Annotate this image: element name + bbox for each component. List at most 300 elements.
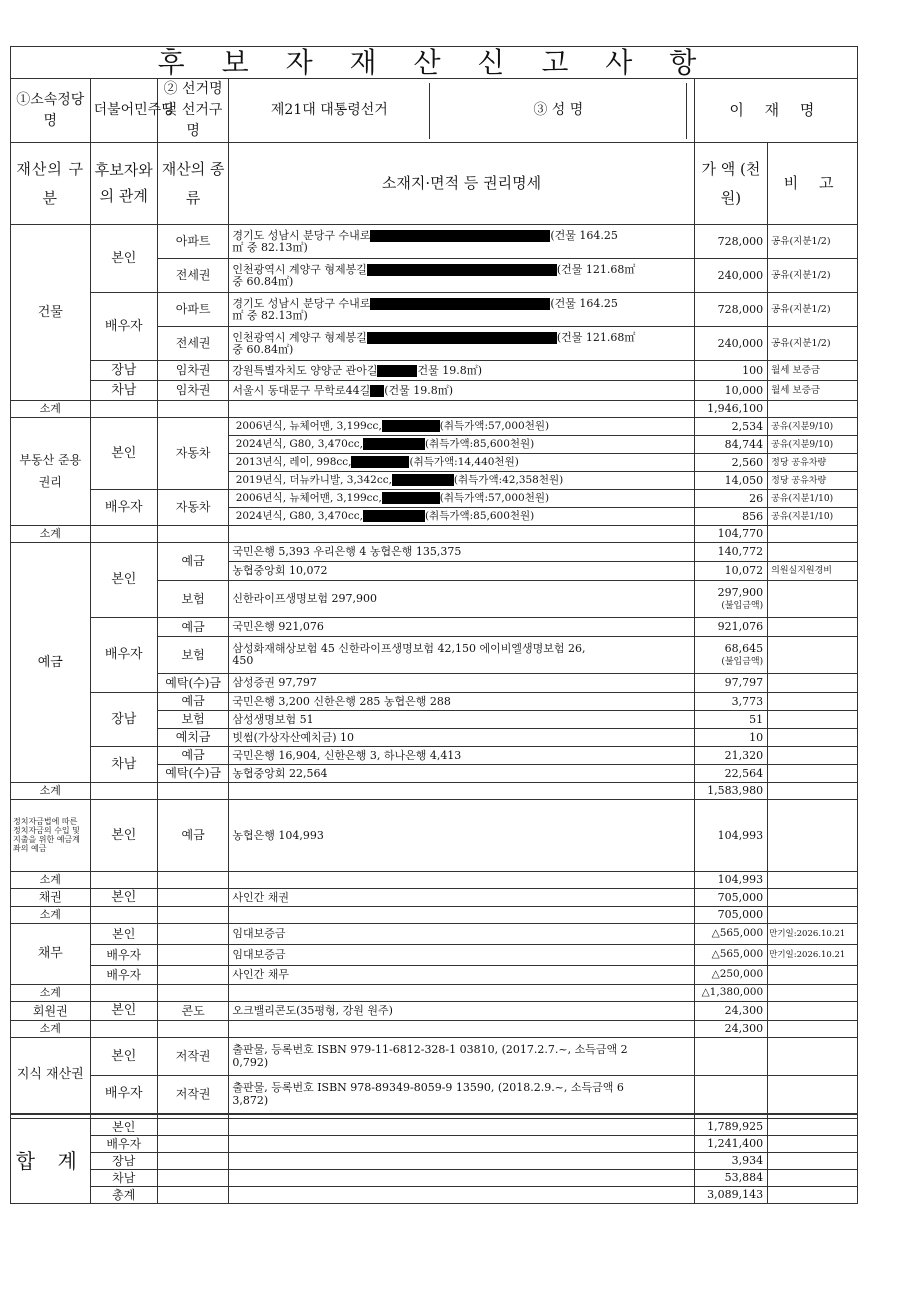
value-text: 297,900	[717, 585, 764, 599]
vehicle-detail	[229, 490, 694, 508]
asset-type: 임차권	[157, 381, 228, 401]
asset-detail	[229, 361, 694, 381]
deposit-detail	[229, 618, 694, 637]
total-value: 53,884	[694, 1170, 767, 1187]
redaction-box	[370, 385, 384, 397]
asset-detail	[229, 225, 694, 259]
asset-note: 공유(지분9/10)	[768, 436, 858, 454]
col-value: 가 액 (천원)	[694, 143, 767, 225]
value-text: 22,564	[724, 766, 764, 780]
empty	[229, 1136, 694, 1153]
asset-note: 공유(지분1/10)	[768, 508, 858, 526]
asset-type: 저작권	[157, 1038, 228, 1076]
asset-value: △565,000	[694, 924, 767, 945]
category-deposits: 예금	[11, 543, 91, 783]
deposit-text: 삼성화재해상보험 45 신한라이프생명보험 42,150 에이비엘생명보험 26,	[232, 642, 586, 656]
relation: 차남	[90, 747, 157, 783]
address-text: 강원특별자치도 양양군 관아길	[232, 363, 378, 377]
subtotal-value: 1,583,980	[694, 783, 767, 800]
copyright-text: 출판물, 등록번호 ISBN 979-11-6812-328-1 03810, (2017.2.7.~, 소득금액 2	[232, 1043, 628, 1057]
empty	[157, 889, 228, 907]
relation: 장남	[90, 1153, 157, 1170]
deposit-text-cont: 450	[232, 654, 254, 668]
asset-type: 저작권	[157, 1076, 228, 1114]
empty	[229, 1187, 694, 1204]
empty	[768, 1021, 858, 1038]
copyright-text-cont: 3,872)	[232, 1093, 269, 1107]
bond-detail: 사인간 채권	[229, 889, 694, 907]
empty	[768, 1136, 858, 1153]
asset-value: 26	[694, 490, 767, 508]
asset-type: 아파트	[157, 293, 228, 327]
deposit-detail	[229, 729, 694, 747]
empty	[229, 1153, 694, 1170]
deposit-text: 삼성생명보험 51	[232, 712, 314, 726]
col-category: 재산의 구 분	[11, 143, 91, 225]
relation: 본인	[90, 889, 157, 907]
empty	[157, 1119, 228, 1136]
col-type: 재산의 종 류	[157, 143, 228, 225]
relation: 배우자	[90, 945, 157, 966]
name-label: ③ 성 명	[430, 83, 687, 139]
asset-note	[768, 637, 858, 674]
category-vehicles: 부동산 준용권리	[11, 418, 91, 526]
category-ip: 지식 재산권	[11, 1038, 91, 1114]
vehicle-detail	[229, 454, 694, 472]
relation: 배우자	[90, 293, 157, 361]
asset-note	[768, 693, 858, 711]
deposit-detail	[229, 581, 694, 618]
asset-type: 콘도	[157, 1002, 228, 1021]
value-text: 10	[749, 730, 764, 744]
redaction-box	[382, 420, 440, 432]
vehicle-detail	[229, 418, 694, 436]
deposit-text: 빗썸(가상자산예치금) 10	[232, 730, 355, 744]
empty	[768, 1153, 858, 1170]
asset-note	[768, 711, 858, 729]
election-value: 제21대 대통령선거	[229, 83, 430, 139]
empty	[229, 783, 694, 800]
redaction-box	[363, 438, 425, 450]
relation: 차남	[90, 381, 157, 401]
asset-value: 705,000	[694, 889, 767, 907]
copyright-text: 출판물, 등록번호 ISBN 978-89349-8059-9 13590, (2018.2.9.~, 소득금액 6	[232, 1080, 624, 1094]
empty	[157, 924, 228, 945]
empty	[157, 783, 228, 800]
empty	[229, 872, 694, 889]
area-text: 건물 19.8㎡)	[417, 363, 483, 377]
area-text: (건물 19.8㎡)	[384, 383, 454, 397]
acquisition-price: (취득가액:57,000천원)	[439, 492, 550, 505]
relation: 본인	[90, 924, 157, 945]
deposit-text: 신한라이프생명보험 297,900	[232, 592, 377, 606]
vehicle-detail	[229, 436, 694, 454]
empty	[90, 985, 157, 1002]
vehicle-spec: 2024년식, G80, 3,470cc,	[235, 438, 363, 451]
asset-note: 정당 공유차량	[768, 472, 858, 490]
value-subtext: (불입금액)	[721, 600, 764, 611]
subtotal-label: 소계	[11, 872, 91, 889]
redaction-box	[367, 264, 557, 276]
copyright-detail	[229, 1076, 694, 1114]
asset-note: 정당 공유차량	[768, 454, 858, 472]
asset-type: 보험	[157, 581, 228, 618]
asset-value: 2,534	[694, 418, 767, 436]
area-share-text: 중 60.84㎡)	[232, 275, 294, 289]
empty	[768, 526, 858, 543]
empty	[768, 1119, 858, 1136]
asset-note	[768, 966, 858, 985]
asset-type: 전세권	[157, 327, 228, 361]
empty	[157, 985, 228, 1002]
total-value: 1,789,925	[694, 1119, 767, 1136]
value-text: 51	[749, 712, 764, 726]
deposit-text: 농협중앙회 22,564	[232, 766, 328, 780]
area-text: (건물 164.25	[550, 229, 618, 243]
asset-value	[694, 729, 767, 747]
relation: 본인	[90, 1119, 157, 1136]
category-debts: 채무	[11, 924, 91, 985]
deposit-detail	[229, 637, 694, 674]
redaction-box	[377, 365, 417, 377]
relation: 배우자	[90, 1136, 157, 1153]
relation: 배우자	[90, 966, 157, 985]
empty	[694, 1038, 767, 1076]
empty	[768, 783, 858, 800]
asset-note: 만기일:2026.10.21	[768, 924, 858, 945]
redaction-box	[367, 332, 557, 344]
acquisition-price: (취득가액:85,600천원)	[424, 438, 535, 451]
asset-value: 14,050	[694, 472, 767, 490]
asset-note: 공유(지분1/2)	[768, 293, 858, 327]
asset-note: 월세 보증금	[768, 361, 858, 381]
subtotal-value: 24,300	[694, 1021, 767, 1038]
election-cell	[229, 79, 694, 143]
empty	[90, 783, 157, 800]
asset-type: 자동차	[157, 490, 228, 526]
relation: 배우자	[90, 1076, 157, 1114]
area-text: (건물 121.68㎡	[556, 331, 636, 345]
subtotal-label: 소계	[11, 783, 91, 800]
asset-note	[768, 543, 858, 562]
asset-value	[694, 581, 767, 618]
relation: 배우자	[90, 490, 157, 526]
deposit-text: 국민은행 5,393 우리은행 4 농협은행 135,375	[232, 545, 462, 559]
empty	[229, 1119, 694, 1136]
empty	[768, 800, 858, 872]
deposit-text: 국민은행 921,076	[232, 620, 324, 634]
relation: 본인	[90, 800, 157, 872]
empty	[229, 985, 694, 1002]
area-text: (건물 164.25	[550, 297, 618, 311]
empty	[157, 1153, 228, 1170]
asset-type: 예탁(수)금	[157, 765, 228, 783]
party-label: ①소속정당명	[11, 79, 91, 143]
empty	[90, 872, 157, 889]
empty	[768, 889, 858, 907]
name-value: 이 재 명	[729, 101, 823, 120]
value-text: 140,772	[717, 545, 764, 559]
value-text: 21,320	[724, 748, 764, 762]
deposit-detail	[229, 711, 694, 729]
redaction-box	[392, 474, 454, 486]
empty	[90, 907, 157, 924]
acquisition-price: (취득가액:85,600천원)	[424, 510, 535, 523]
copyright-detail	[229, 1038, 694, 1076]
asset-note	[768, 729, 858, 747]
asset-note: 만기일:2026.10.21	[768, 945, 858, 966]
total-value: 3,089,143	[694, 1187, 767, 1204]
subtotal-value: △1,380,000	[694, 985, 767, 1002]
deposit-detail	[229, 543, 694, 562]
asset-type: 전세권	[157, 259, 228, 293]
election-label: ② 선거명 및 선거구명	[157, 79, 228, 143]
empty	[90, 401, 157, 418]
asset-value: 24,300	[694, 1002, 767, 1021]
asset-value: 240,000	[694, 327, 767, 361]
empty	[768, 985, 858, 1002]
empty	[157, 1136, 228, 1153]
relation: 본인	[90, 1038, 157, 1076]
asset-value: 84,744	[694, 436, 767, 454]
asset-table	[10, 46, 858, 1204]
asset-value: 240,000	[694, 259, 767, 293]
empty	[768, 872, 858, 889]
empty	[157, 966, 228, 985]
area-text: (건물 121.68㎡	[556, 263, 636, 277]
election-and-name-row	[229, 83, 693, 139]
asset-note: 공유(지분1/2)	[768, 259, 858, 293]
acquisition-price: (취득가액:57,000천원)	[439, 420, 550, 433]
deposit-text: 국민은행 3,200 신한은행 285 농협은행 288	[232, 694, 451, 708]
empty	[768, 1002, 858, 1021]
subtotal-value: 1,946,100	[694, 401, 767, 418]
redaction-box	[370, 298, 550, 310]
total-value: 3,934	[694, 1153, 767, 1170]
asset-detail	[229, 381, 694, 401]
category-buildings: 건물	[11, 225, 91, 401]
col-relation: 후보자와의 관계	[90, 143, 157, 225]
category-bonds: 채권	[11, 889, 91, 907]
asset-value	[694, 637, 767, 674]
asset-value	[694, 711, 767, 729]
asset-value	[694, 765, 767, 783]
subtotal-value: 705,000	[694, 907, 767, 924]
copyright-text-cont: 0,792)	[232, 1055, 269, 1069]
asset-detail	[229, 327, 694, 361]
debt-detail: 사인간 채무	[229, 966, 694, 985]
asset-value	[694, 543, 767, 562]
subtotal-value: 104,770	[694, 526, 767, 543]
empty	[768, 401, 858, 418]
subtotal-label: 소계	[11, 526, 91, 543]
vehicle-spec: 2024년식, G80, 3,470cc,	[235, 510, 363, 523]
address-text: 서울시 동대문구 무학로44길	[232, 383, 371, 397]
empty	[229, 401, 694, 418]
relation: 장남	[90, 361, 157, 381]
asset-detail	[229, 259, 694, 293]
subtotal-label: 소계	[11, 907, 91, 924]
address-text: 경기도 성남시 분당구 수내로	[232, 297, 371, 311]
empty	[157, 1187, 228, 1204]
empty	[229, 1170, 694, 1187]
empty	[768, 1076, 858, 1114]
category-membership: 회원권	[11, 1002, 91, 1021]
asset-value	[694, 674, 767, 693]
category-political-fund: 정치자금법에 따른 정치자금의 수입 및 지출을 위한 예금계좌의 예금	[11, 800, 91, 872]
value-text: 68,645	[724, 641, 764, 655]
asset-note	[768, 581, 858, 618]
asset-value	[694, 747, 767, 765]
asset-type: 예치금	[157, 729, 228, 747]
relation: 총계	[90, 1187, 157, 1204]
asset-type: 예금	[157, 543, 228, 581]
asset-value	[694, 562, 767, 581]
redaction-box	[382, 492, 440, 504]
asset-value: 100	[694, 361, 767, 381]
value-text: 921,076	[717, 620, 764, 634]
empty	[157, 945, 228, 966]
fund-detail: 농협은행 104,993	[229, 800, 694, 872]
asset-type: 자동차	[157, 418, 228, 490]
value-subtext: (불입금액)	[721, 656, 764, 667]
asset-declaration-sheet	[10, 46, 858, 1204]
asset-type: 보험	[157, 637, 228, 674]
col-note: 비 고	[768, 143, 858, 225]
vehicle-spec: 2013년식, 레이, 998cc,	[235, 456, 352, 469]
deposit-detail	[229, 674, 694, 693]
value-text: 97,797	[724, 676, 764, 690]
asset-note	[768, 747, 858, 765]
empty	[157, 1021, 228, 1038]
party-value: 더불어민주당	[90, 79, 157, 143]
empty	[694, 1076, 767, 1114]
asset-type: 예금	[157, 618, 228, 637]
empty	[157, 1170, 228, 1187]
asset-type: 예금	[157, 747, 228, 765]
category-totals: 합 계	[11, 1119, 91, 1204]
empty	[229, 526, 694, 543]
asset-value: 2,560	[694, 454, 767, 472]
vehicle-detail	[229, 472, 694, 490]
value-text: 3,773	[731, 694, 764, 708]
asset-value: 856	[694, 508, 767, 526]
vehicle-detail	[229, 508, 694, 526]
asset-note	[768, 674, 858, 693]
asset-note	[768, 618, 858, 637]
asset-value: △250,000	[694, 966, 767, 985]
relation: 본인	[90, 225, 157, 293]
relation: 본인	[90, 418, 157, 490]
redaction-box	[351, 456, 409, 468]
address-text: 인천광역시 계양구 형제봉길	[232, 331, 367, 345]
col-detail: 소재지·면적 등 권리명세	[229, 143, 694, 225]
address-text: 인천광역시 계양구 형제봉길	[232, 263, 367, 277]
subtotal-label: 소계	[11, 985, 91, 1002]
asset-value: 104,993	[694, 800, 767, 872]
deposit-detail	[229, 562, 694, 581]
asset-note: 공유(지분9/10)	[768, 418, 858, 436]
asset-note: 공유(지분1/2)	[768, 327, 858, 361]
asset-type: 예탁(수)금	[157, 674, 228, 693]
asset-value: 10,000	[694, 381, 767, 401]
asset-value: 728,000	[694, 293, 767, 327]
area-share-text: 중 60.84㎡)	[232, 343, 294, 357]
acquisition-price: (취득가액:42,358천원)	[453, 474, 564, 487]
membership-detail: 오크밸리콘도(35평형, 강원 원주)	[229, 1002, 694, 1021]
asset-value: △565,000	[694, 945, 767, 966]
empty	[157, 526, 228, 543]
asset-type: 보험	[157, 711, 228, 729]
asset-type: 아파트	[157, 225, 228, 259]
asset-value	[694, 618, 767, 637]
subtotal-label: 소계	[11, 401, 91, 418]
deposit-text: 삼성증권 97,797	[232, 676, 317, 690]
asset-note	[768, 765, 858, 783]
empty	[157, 907, 228, 924]
vehicle-spec: 2006년식, 뉴체어맨, 3,199cc,	[235, 420, 382, 433]
empty	[90, 1021, 157, 1038]
asset-value: 728,000	[694, 225, 767, 259]
asset-type: 임차권	[157, 361, 228, 381]
asset-detail	[229, 293, 694, 327]
deposit-text: 국민은행 16,904, 신한은행 3, 하나은행 4,413	[232, 748, 462, 762]
subtotal-value: 104,993	[694, 872, 767, 889]
redaction-box	[363, 510, 425, 522]
debt-detail: 임대보증금	[229, 945, 694, 966]
deposit-detail	[229, 747, 694, 765]
redaction-box	[370, 230, 550, 242]
asset-note: 공유(지분1/10)	[768, 490, 858, 508]
deposit-detail	[229, 693, 694, 711]
asset-note: 공유(지분1/2)	[768, 225, 858, 259]
acquisition-price: (취득가액:14,440천원)	[409, 456, 519, 469]
empty	[768, 1187, 858, 1204]
empty	[768, 1038, 858, 1076]
area-share-text: ㎡ 중 82.13㎡)	[232, 241, 308, 255]
deposit-text: 농협중앙회 10,072	[232, 564, 328, 578]
asset-note: 의원실지원경비	[768, 562, 858, 581]
relation: 배우자	[90, 618, 157, 693]
asset-type: 예금	[157, 800, 228, 872]
value-text: 10,072	[724, 564, 764, 578]
empty	[768, 1170, 858, 1187]
relation: 본인	[90, 543, 157, 618]
relation: 차남	[90, 1170, 157, 1187]
empty	[768, 907, 858, 924]
subtotal-label: 소계	[11, 1021, 91, 1038]
empty	[90, 526, 157, 543]
relation: 장남	[90, 693, 157, 747]
vehicle-spec: 2006년식, 뉴체어맨, 3,199cc,	[235, 492, 382, 505]
address-text: 경기도 성남시 분당구 수내로	[232, 229, 371, 243]
empty	[157, 872, 228, 889]
debt-detail: 임대보증금	[229, 924, 694, 945]
deposit-detail	[229, 765, 694, 783]
area-share-text: ㎡ 중 82.13㎡)	[232, 309, 308, 323]
vehicle-spec: 2019년식, 더뉴카니발, 3,342cc,	[235, 474, 392, 487]
asset-value	[694, 693, 767, 711]
asset-type: 예금	[157, 693, 228, 711]
total-value: 1,241,400	[694, 1136, 767, 1153]
document-title: 후 보 자 재 산 신 고 사 항	[11, 47, 858, 79]
relation: 본인	[90, 1002, 157, 1021]
empty	[157, 401, 228, 418]
asset-note: 월세 보증금	[768, 381, 858, 401]
name-value-ext	[694, 79, 857, 143]
empty	[229, 1021, 694, 1038]
empty	[229, 907, 694, 924]
